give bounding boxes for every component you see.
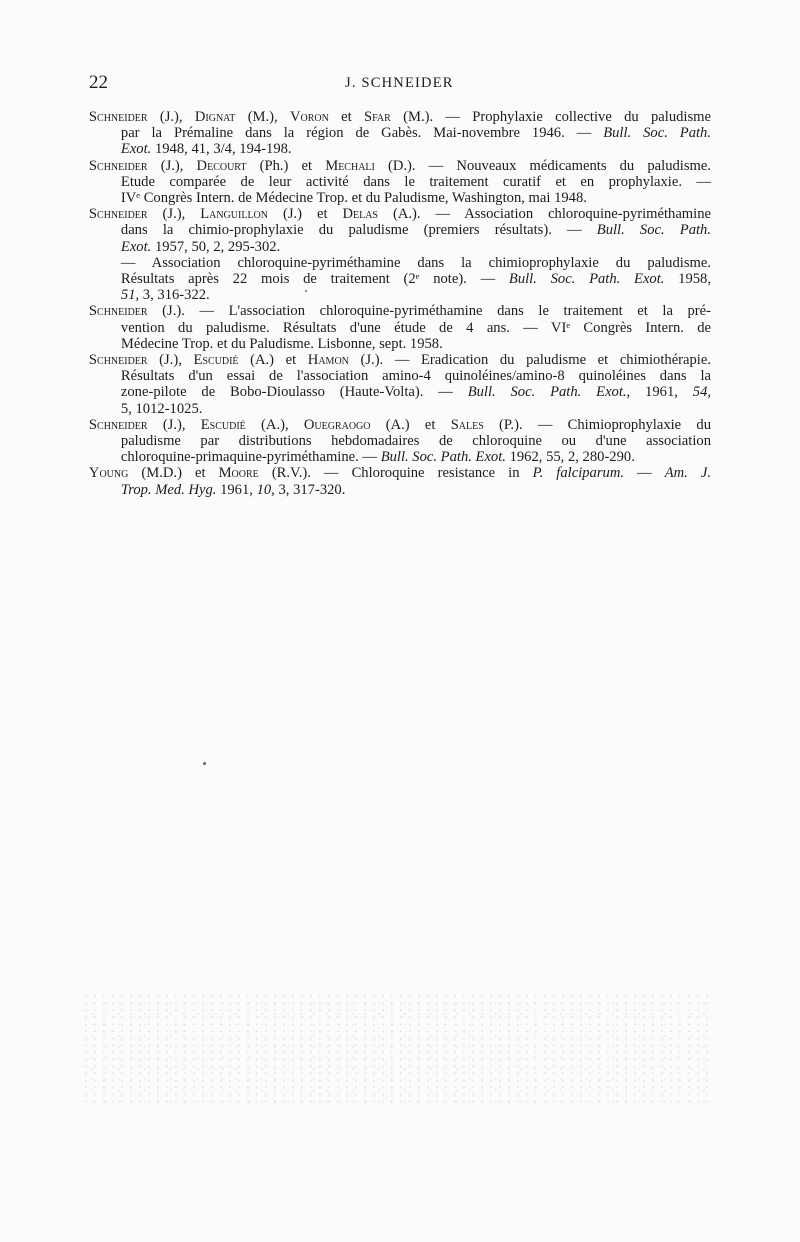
author-name: Schneider: [88, 109, 148, 125]
journal-title: Bull. Soc. Path.: [596, 222, 711, 239]
author-name: Ouegraogo: [303, 416, 371, 433]
journal-title: Trop. Med. Hyg.: [120, 481, 217, 498]
author-name: Schneider: [88, 206, 148, 223]
author-name: Sfar: [363, 109, 391, 125]
journal-title: Exot.: [120, 141, 152, 158]
author-name: Languillon: [200, 206, 268, 223]
scan-speck: [305, 290, 307, 292]
running-head: J. SCHNEIDER: [345, 75, 454, 91]
author-name: Delas: [342, 206, 378, 223]
species-name: P. falciparum.: [532, 465, 625, 482]
author-name: Escudié: [193, 352, 239, 369]
reference-item: Schneider (J.), Escudié (A.), Ouegraogo (A.) et Sales (P.). — Chimioprophylaxie du paludisme par distributions hebdomadaires de chloroquine ou d'une association chloroquine-primaquine-pyriméthamine. — Bull. Soc. Path. Exot. 1962, 55, 2, 280-290.: [88, 416, 711, 466]
volume: 54,: [692, 384, 712, 401]
author-name: Schneider: [88, 416, 148, 433]
author-name: Dignat: [194, 109, 236, 125]
journal-title: Bull. Soc. Path. Exot.,: [467, 384, 631, 401]
reference-item: Schneider (J.), Decourt (Ph.) et Mechali (D.). — Nouveaux médicaments du paludisme. Etude comparée de leur activité dans le traitement curatif et en prophylaxie. — IVᵉ Congrès Intern. de Médecine Trop. et du Paludisme, Washington, mai 1948.: [88, 157, 711, 207]
author-name: Escudié: [200, 416, 246, 433]
author-name: Hamon: [307, 352, 349, 369]
volume: 10,: [256, 481, 275, 498]
author-name: Moore: [218, 465, 259, 482]
author-name: Sales: [450, 416, 484, 433]
journal-title: Bull. Soc. Path. Exot.: [380, 449, 506, 466]
reference-item: Schneider (J.), Dignat (M.), Voron et Sfar (M.). — Prophylaxie collective du paludisme par la Prémaline dans la région de Gabès. Mai-novembre 1946. — Bull. Soc. Path. Exot. 1948, 41, 3/4, 194-198.: [88, 109, 712, 158]
journal-title: Bull. Soc. Path. Exot.: [508, 271, 665, 288]
author-name: Mechali: [325, 157, 375, 174]
author-name: Young: [88, 465, 129, 482]
author-name: Decourt: [196, 157, 247, 174]
reference-item: Schneider (J.). — L'association chloroquine-pyriméthamine dans le traitement et la pré- vention du paludisme. Résultats d'une étude de 4 ans. — VIᵉ Congrès Intern. de Médecine Trop. et du Paludisme. Lisbonne, sept. 1958.: [88, 303, 711, 352]
page-number: 22: [89, 72, 108, 93]
journal-title: Bull. Soc. Path.: [603, 125, 712, 142]
scan-bleedthrough: [85, 995, 715, 1105]
scan-speck: [203, 762, 206, 765]
journal-title: Exot.: [120, 238, 152, 255]
author-name: Schneider: [88, 352, 148, 369]
author-name: Schneider: [88, 303, 148, 320]
reference-item: Young (M.D.) et Moore (R.V.). — Chloroquine resistance in P. falciparum. — Am. J. Trop. Med. Hyg. 1961, 10, 3, 317-320.: [88, 465, 711, 498]
volume: 51,: [120, 287, 140, 304]
reference-list: [89, 109, 711, 498]
author-name: Voron: [289, 109, 329, 125]
journal-title: Am. J.: [664, 465, 711, 482]
author-name: Schneider: [88, 157, 148, 174]
reference-item: Schneider (J.), Languillon (J.) et Delas (A.). — Association chloroquine-pyriméthamine dans la chimio-prophylaxie du paludisme (premiers résultats). — Bull. Soc. Path. Exot. 1957, 50, 2, 295-302. — Association chloroquine-pyriméthamine dans la chimioprophylaxie du paludisme. Résultats après 22 mois de traitement (2ᵉ note). — Bull. Soc. Path. Exot. 1958, 51, 3, 316-322.: [88, 206, 711, 304]
reference-item: Schneider (J.), Escudié (A.) et Hamon (J.). — Eradication du paludisme et chimiothérapie. Résultats d'un essai de l'association amino-4 quinoléines/amino-8 quinoléines dans la zone-pilote de Bobo-Dioulasso (Haute-Volta). — Bull. Soc. Path. Exot., 1961, 54, 5, 1012-1025.: [88, 352, 712, 417]
